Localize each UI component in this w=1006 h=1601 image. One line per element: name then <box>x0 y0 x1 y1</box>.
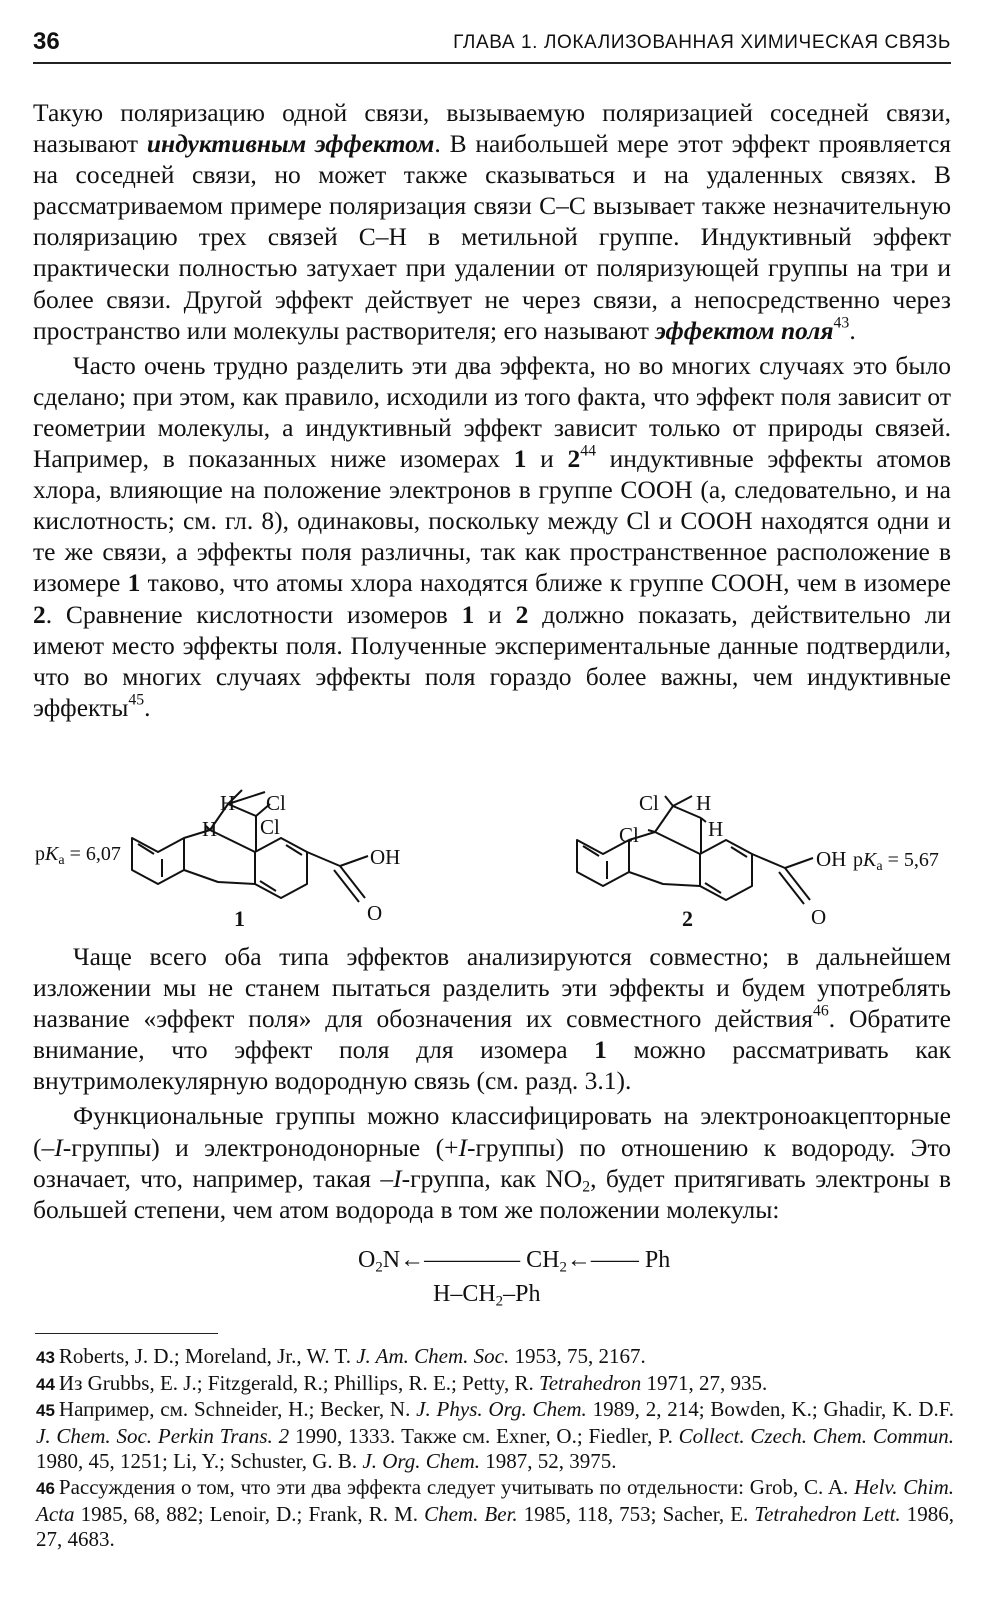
paragraph-4-text: Функциональные группы можно классифицировать на электроноакцепторные (– <box>33 1101 951 1162</box>
isomer-2-atom-cl-bottom: Cl <box>619 823 639 847</box>
isomer-2-oh-bond <box>785 858 813 868</box>
isomer-2-label: 2 <box>682 906 693 931</box>
paragraph-2-text: и <box>526 444 568 474</box>
paragraph-2-text: Часто очень трудно разделить эти два эффекта, но во многих случаях это было сделано; при этом, как правило, исходили из того факта, что эффект поля зависит от геометрии молекулы, а индуктивный эффект зависит только от природы связей. Например, в показанных ниже изомерах <box>33 350 951 474</box>
journal-name: Collect. Czech. Chem. Commun. <box>678 1423 954 1448</box>
isomer-ref: 2 <box>567 444 581 474</box>
eq-subscript: 2 <box>375 1259 383 1276</box>
footnote-text: 1985, 68, 882; Lenoir, D.; Frank, R. M. <box>74 1501 425 1526</box>
isomer-2-atom-h-bottom: H <box>708 817 724 841</box>
footnote-number: 43 <box>36 1348 55 1367</box>
footnote-ref-43: 43 <box>833 314 850 332</box>
paragraph-1 <box>33 97 951 346</box>
footnote-text: 1989, 2, 214; Bowden, K.; Ghadir, K. D.F. <box>586 1397 954 1422</box>
footnote-number: 45 <box>36 1401 55 1421</box>
isomer-1-oh-bond <box>340 856 368 866</box>
isomer-2-bond-h <box>673 796 692 806</box>
footnote-text: 1980, 45, 1251; Li, Y.; Schuster, G. B. <box>36 1449 363 1474</box>
footnote-text: Roberts, J. D.; Moreland, Jr., W. T. <box>58 1344 357 1368</box>
isomer-ref: 2 <box>33 599 46 629</box>
paragraph-1-text: Такую поляризацию одной связи, вызываемую поляризацией соседней связи, называют <box>33 98 951 159</box>
running-header <box>33 22 951 62</box>
equation-line-2 <box>433 1281 540 1308</box>
isomer-1-bottom-bridge <box>184 870 255 884</box>
eq-group: CH <box>526 1247 560 1273</box>
journal-name: Chem. Ber. <box>424 1501 518 1526</box>
paragraph-1-text: . <box>849 315 856 345</box>
footnotes <box>36 1344 954 1553</box>
isomer-2-atom-oh: OH <box>816 847 847 871</box>
footnote-number: 46 <box>36 1478 55 1498</box>
footnote-rule <box>35 1333 218 1334</box>
body-text-bottom <box>33 941 951 1225</box>
isomer-1-atom-cl-bottom: Cl <box>260 815 280 839</box>
paragraph-3-text: можно рассматривать как внутримолекулярную водородную связь (см. разд. 3.1). <box>33 1035 951 1096</box>
journal-name: Tetrahedron Lett. <box>754 1501 901 1526</box>
term-field-effect: эффектом поля <box>655 315 834 345</box>
footnote-ref-46: 46 <box>812 1002 829 1020</box>
isomer-2-double-bond <box>731 847 747 857</box>
eq-subscript: 2 <box>559 1259 567 1276</box>
equation-line-1 <box>358 1247 670 1274</box>
footnote-ref-44: 44 <box>580 442 596 460</box>
footnote-text: Рассуждения о том, что эти два эффекта следует учитывать по отдельности: Grob, C. A. <box>58 1474 855 1499</box>
paragraph-2-text: таково, что атомы хлора находятся ближе к группе COOH, чем в изомере <box>140 568 951 598</box>
italic-i: I <box>458 1132 467 1162</box>
paragraph-2-text: индуктивные эффекты атомов хлора, влияющие на положение электронов в группе COOH (а, следовательно, и на кислотность; см. гл. 8), одинаковы, поскольку между Cl и COOH находятся одни и те же связи, а эффекты поля различны, так как пространственное расположение в изомере <box>33 444 951 598</box>
isomer-1-double-bond <box>260 881 276 891</box>
isomer-2-top-bridge <box>629 832 700 854</box>
chapter-title: ГЛАВА 1. ЛОКАЛИЗОВАННАЯ ХИМИЧЕСКАЯ СВЯЗЬ <box>453 32 951 53</box>
isomer-2-atom-cl-top: Cl <box>639 791 659 815</box>
isomer-1-carboxyl-bond <box>307 852 340 866</box>
isomer-1-double-bond <box>286 845 302 855</box>
paragraph-4 <box>33 1100 951 1224</box>
eq-subscript: 2 <box>495 1293 504 1310</box>
isomer-1-drawing <box>132 790 368 902</box>
eq-group: Ph <box>644 1247 671 1273</box>
paragraph-3 <box>33 941 951 1096</box>
isomer-1-atom-oh: OH <box>370 845 401 869</box>
paragraph-2 <box>33 350 951 723</box>
isomer-1-top-bridge <box>184 830 255 852</box>
eq-group: H–CH <box>433 1281 496 1307</box>
footnote-text: Из Grubbs, E. J.; Fitzgerald, R.; Phillips, R. E.; Petty, R. <box>58 1370 539 1395</box>
isomer-ref: 1 <box>513 444 527 474</box>
footnote-number: 44 <box>36 1374 55 1394</box>
isomer-2-bottom-bridge <box>629 872 700 886</box>
journal-name: J. Org. Chem. <box>362 1449 481 1474</box>
journal-name: J. Chem. Soc. Perkin Trans. 2 <box>36 1423 290 1448</box>
footnote-text: 1986, 27, 4683. <box>36 1501 954 1552</box>
journal-name: Tetrahedron <box>538 1370 642 1395</box>
header-rule <box>33 62 951 64</box>
paragraph-4-text: , будет притягивать электроны в большей степени, чем атом водорода в том же положении молекулы: <box>33 1163 951 1224</box>
journal-name: J. Am. Chem. Soc. <box>356 1344 510 1368</box>
pka-isomer-2: $pK_a = 5,67$ <box>853 849 939 874</box>
eq-arrow: —— <box>472 1247 521 1273</box>
eq-atom: N <box>382 1247 401 1273</box>
footnote-text: 1953, 75, 2167. <box>509 1344 646 1368</box>
footnote-text: 1990, 1333. Также см. Exner, O.; Fiedler, P. <box>289 1423 679 1448</box>
italic-i: I <box>393 1163 402 1193</box>
footnote-ref-45: 45 <box>128 691 145 709</box>
isomer-2-double-bond <box>705 883 721 893</box>
isomer-2-drawing <box>577 796 813 904</box>
footnote-text: 1987, 52, 3975. <box>480 1449 617 1474</box>
footnote-text: Например, см. Schneider, H.; Becker, N. <box>58 1397 417 1422</box>
chemical-structures-figure <box>30 786 970 936</box>
paragraph-1-text: . В наибольшей мере этот эффект проявляется на соседней связи, но может также сказываться и на удаленных связях. В рассматриваемом примере поляризация связи С–С вызывает также незначительную поляризацию трех связей С–Н в метильной группе. Индуктивный эффект практически полностью затухает при удалении от поляризующей группы на три и более связи. Другой эффект действует не через связи, а непосредственно через пространство или молекулы растворителя; его называют <box>33 129 951 345</box>
paragraph-4-text: -группа, как NO <box>401 1163 583 1193</box>
eq-arrow: ←—— <box>400 1247 473 1273</box>
isomer-2-atom-o: O <box>811 905 827 929</box>
journal-name: Helv. Chim. Acta <box>36 1474 954 1526</box>
body-text-top <box>33 97 951 723</box>
isomer-ref: 1 <box>127 568 141 598</box>
isomer-1-atom-cl-top: Cl <box>266 791 286 815</box>
pka-isomer-1: $pK_a = 6,07$ <box>35 843 121 868</box>
paragraph-3-text: Чаще всего оба типа эффектов анализируются совместно; в дальнейшем изложении мы не станем пытаться разделить эти эффекты и будем употреблять название «эффект поля» для обозначения их совместного действия <box>33 942 951 1034</box>
paragraph-2-text: должно показать, действительно ли имеют место эффекты поля. Полученные экспериментальные данные подтвердили, что во многих случаях эффекты поля гораздо более важны, чем индуктивные эффекты <box>33 599 951 722</box>
isomer-1-label: 1 <box>234 906 245 931</box>
isomer-2-bond-cl <box>648 830 655 832</box>
paragraph-2-text: . Сравнение кислотности изомеров <box>45 599 462 629</box>
italic-i: I <box>54 1132 63 1162</box>
paragraph-2-text: и <box>474 599 516 629</box>
isomer-ref: 2 <box>515 599 529 629</box>
eq-atom: O <box>358 1247 376 1273</box>
isomer-2-right-ring <box>700 840 752 900</box>
eq-group: –Ph <box>503 1281 541 1307</box>
isomer-ref: 1 <box>594 1035 607 1065</box>
footnote-45 <box>36 1397 954 1475</box>
subscript: 2 <box>582 1178 591 1196</box>
footnote-text: 1971, 27, 935. <box>641 1370 768 1395</box>
isomer-1-right-ring <box>255 838 307 898</box>
paragraph-4-text: -группы) и электронодонорные (+ <box>62 1132 459 1162</box>
isomer-ref: 1 <box>461 599 475 629</box>
isomer-1-atom-h-top: H <box>220 791 236 815</box>
isomer-2-bond-cl <box>665 796 673 806</box>
paragraph-3-text: . Обратите внимание, что эффект поля для изомера <box>33 1004 951 1065</box>
footnote-43 <box>36 1344 954 1371</box>
isomer-2-carboxyl-bond <box>752 854 785 868</box>
eq-arrow: ←—— <box>566 1247 639 1273</box>
paragraph-4-text: -группы) по отношению к водороду. Это означает, что, например, такая – <box>33 1132 951 1193</box>
footnote-46 <box>36 1475 954 1553</box>
paragraph-2-text: . <box>144 692 151 722</box>
page-number: 36 <box>33 28 60 55</box>
term-inductive-effect: индуктивным эффектом <box>146 129 435 159</box>
journal-name: J. Phys. Org. Chem. <box>416 1397 587 1422</box>
footnote-text: 1985, 118, 753; Sacher, E. <box>517 1501 755 1526</box>
structures-svg <box>30 786 970 936</box>
isomer-1-atom-o: O <box>367 901 383 925</box>
footnote-44 <box>36 1371 954 1398</box>
isomer-1-atom-h-bottom: H <box>202 817 218 841</box>
isomer-2-atom-h-top: H <box>696 791 712 815</box>
